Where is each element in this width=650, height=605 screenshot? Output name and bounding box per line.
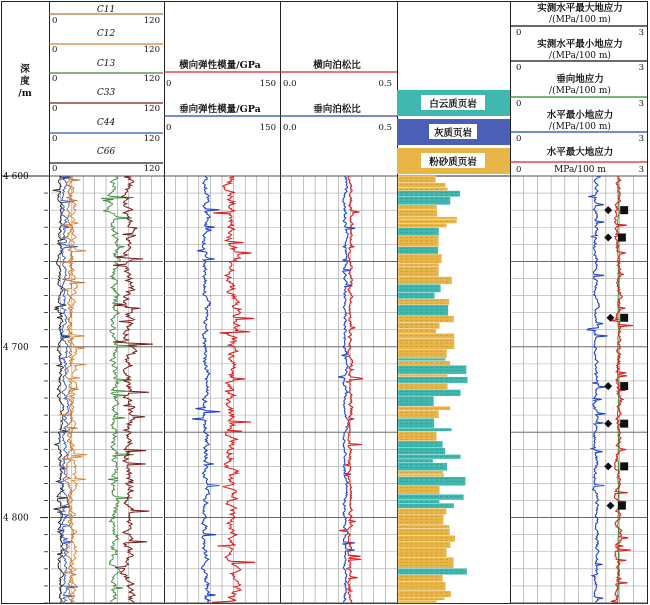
measured-max-stress-point xyxy=(618,502,626,510)
track3-curve-name: 横向泊松比 xyxy=(313,60,361,71)
silty-shale-layer xyxy=(398,474,444,477)
silty-shale-layer xyxy=(398,383,448,389)
measured-min-stress-point xyxy=(606,502,614,510)
silty-shale-layer xyxy=(398,529,450,536)
depth-label-1: 深 xyxy=(20,64,30,75)
measured-max-stress-point xyxy=(620,314,628,322)
track5-curve-max: 3 xyxy=(638,28,644,38)
silty-shale-layer xyxy=(398,349,447,358)
dolomitic-shale-layer xyxy=(398,477,466,486)
vertical-modulus-curve xyxy=(192,176,220,602)
dolomitic-shale-layer xyxy=(398,390,461,397)
track1-curve-min: 0 xyxy=(52,164,58,174)
silty-shale-layer xyxy=(398,597,445,600)
track5-curve-unit: /(MPa/100 m) xyxy=(549,86,611,96)
track-grid xyxy=(49,176,647,603)
legend-silty-shale: 粉砂质页岩 xyxy=(429,157,477,168)
dolomitic-shale-layer xyxy=(398,503,454,508)
measured-max-stress-point xyxy=(618,233,626,241)
track3-curve-min: 0.0 xyxy=(283,79,297,89)
track5-curve-name: 水平最小地应力 xyxy=(546,110,614,121)
track5-curve-max: 3 xyxy=(638,165,644,175)
dolomitic-shale-layer xyxy=(398,365,466,374)
lithology-column xyxy=(398,176,468,603)
silty-shale-layer xyxy=(398,329,436,334)
c66-curve xyxy=(53,176,71,602)
dolomitic-shale-layer xyxy=(398,454,461,459)
track1-curve-min: 0 xyxy=(52,45,58,55)
track5-curve-unit: /(MPa/100 m) xyxy=(549,51,611,61)
track1-curve-name: C33 xyxy=(96,88,116,98)
track1-curve-max: 120 xyxy=(143,104,160,114)
track5-curve-min: 0 xyxy=(516,63,522,73)
dolomitic-shale-layer xyxy=(398,292,435,298)
track2-curve-max: 150 xyxy=(259,79,276,89)
track2-curve-name: 横向弹性模量/GPa xyxy=(179,60,261,71)
silty-shale-layer xyxy=(398,187,448,190)
silty-shale-layer xyxy=(398,236,439,247)
track2-curve-min: 0 xyxy=(166,123,172,133)
track3-curve-name: 垂向泊松比 xyxy=(313,104,361,115)
track5-curve-min: 0 xyxy=(516,134,522,144)
silty-shale-layer xyxy=(398,322,440,328)
track2-curve-min: 0 xyxy=(166,79,172,89)
silty-shale-layer xyxy=(398,582,446,591)
track5-curve-unit: /(MPa/100 m) xyxy=(549,122,611,132)
measured-max-stress-point xyxy=(620,462,628,470)
horizontal-poisson-curve xyxy=(339,176,363,602)
depth-label-3: /m xyxy=(18,88,32,99)
silty-shale-layer xyxy=(398,557,454,568)
dolomitic-shale-layer xyxy=(398,463,447,471)
dolomitic-shale-layer xyxy=(398,500,440,503)
track1-curve-name: C11 xyxy=(96,5,116,15)
track5-curve-min: 0 xyxy=(516,99,522,109)
silty-shale-layer xyxy=(398,205,437,210)
measured-max-stress-point xyxy=(620,382,628,390)
dolomitic-shale-layer xyxy=(398,228,439,236)
dolomitic-shale-layer xyxy=(398,448,445,455)
measured-min-stress-point xyxy=(604,420,612,428)
track1-curve-max: 120 xyxy=(143,16,160,26)
track2-header xyxy=(166,59,276,133)
c33-curve xyxy=(113,176,153,602)
track1-curve-name: C66 xyxy=(96,147,116,157)
silty-shale-layer xyxy=(398,183,446,188)
track2-curve-name: 垂向弹性模量/GPa xyxy=(179,104,261,115)
measured-max-stress-point xyxy=(620,206,628,214)
track1-curve-name: C44 xyxy=(96,118,116,128)
silty-shale-layer xyxy=(398,338,455,349)
silty-shale-layer xyxy=(398,209,437,216)
log-curves xyxy=(53,176,634,602)
track1-curve-max: 120 xyxy=(143,164,160,174)
silty-shale-layer xyxy=(398,600,437,603)
dolomitic-shale-layer xyxy=(398,305,448,316)
silty-shale-layer xyxy=(398,508,446,514)
silty-shale-layer xyxy=(398,575,443,582)
track1-curve-name: C13 xyxy=(96,59,116,69)
vertical-poisson-curve xyxy=(338,176,355,602)
silty-shale-layer xyxy=(398,277,452,285)
dolomitic-shale-layer xyxy=(398,441,443,448)
track3-curve-max: 0.5 xyxy=(378,79,392,89)
silty-shale-layer xyxy=(398,176,436,183)
dolomitic-shale-layer xyxy=(398,377,468,383)
track3-curve-min: 0.0 xyxy=(283,123,297,133)
track5-curve-name: 实测水平最大地应力 xyxy=(537,3,623,14)
track5-curve-min: 0 xyxy=(516,165,522,175)
lithology-legend xyxy=(397,90,510,174)
track5-curve-min: 0 xyxy=(516,28,522,38)
measured-min-stress-point xyxy=(604,462,612,470)
legend-dolomitic-shale: 白云质页岩 xyxy=(429,99,477,110)
silty-shale-layer xyxy=(398,591,451,597)
measured-min-stress-point xyxy=(604,233,612,241)
track1-curve-max: 120 xyxy=(143,134,160,144)
depth-tick-label: 4 700 xyxy=(3,342,29,353)
silty-shale-layer xyxy=(398,374,448,377)
track1-curve-min: 0 xyxy=(52,74,58,84)
track1-curve-min: 0 xyxy=(52,134,58,144)
track3-curve-max: 0.5 xyxy=(378,123,392,133)
track5-curve-max: 3 xyxy=(638,99,644,109)
track3-header xyxy=(283,59,392,133)
track5-curve-name: 水平最大地应力 xyxy=(546,147,614,158)
silty-shale-layer xyxy=(398,486,440,495)
silty-shale-layer xyxy=(398,217,457,220)
track1-curve-min: 0 xyxy=(52,16,58,26)
silty-shale-layer xyxy=(398,263,439,266)
track1-curve-max: 120 xyxy=(143,45,160,55)
chart-header xyxy=(18,2,644,175)
track5-header xyxy=(516,2,644,175)
dolomitic-shale-layer xyxy=(398,197,450,205)
silty-shale-layer xyxy=(398,471,443,474)
track5-curve-max: 3 xyxy=(638,63,644,73)
depth-tick-label: 4 800 xyxy=(3,513,29,524)
dolomitic-shale-layer xyxy=(398,494,464,500)
track5-curve-name: 实测水平最小地应力 xyxy=(537,39,623,50)
measured-stress-points xyxy=(604,206,628,509)
track5-curve-unit: /(MPa/100 m) xyxy=(549,15,611,25)
dolomitic-shale-layer xyxy=(398,358,446,361)
track1-curve-max: 120 xyxy=(143,74,160,84)
track2-curve-max: 150 xyxy=(259,123,276,133)
legend-calcareous-shale: 灰质页岩 xyxy=(433,128,473,139)
measured-min-stress-point xyxy=(604,382,612,390)
track5-curve-max: 3 xyxy=(638,134,644,144)
track5-curve-unit: MPa/100 m xyxy=(554,165,606,175)
dolomitic-shale-layer xyxy=(398,247,438,254)
depth-tick-label: 4 600 xyxy=(3,172,29,182)
track1-curve-min: 0 xyxy=(52,104,58,114)
track1-curve-name: C12 xyxy=(96,29,116,39)
track5-curve-name: 垂向地应力 xyxy=(556,74,604,85)
dolomitic-shale-layer xyxy=(398,568,467,574)
track1-header xyxy=(52,5,160,174)
silty-shale-layer xyxy=(398,535,455,541)
depth-axis xyxy=(3,172,48,603)
measured-max-stress-point xyxy=(620,420,628,428)
silty-shale-layer xyxy=(398,410,439,418)
measured-min-stress-point xyxy=(604,206,612,214)
min-horizontal-stress-curve xyxy=(587,176,608,602)
dolomitic-shale-layer xyxy=(398,428,452,431)
silty-shale-layer xyxy=(398,333,454,338)
depth-label-2: 度 xyxy=(20,76,30,87)
silty-shale-layer xyxy=(398,316,454,323)
dolomitic-shale-layer xyxy=(398,284,441,292)
